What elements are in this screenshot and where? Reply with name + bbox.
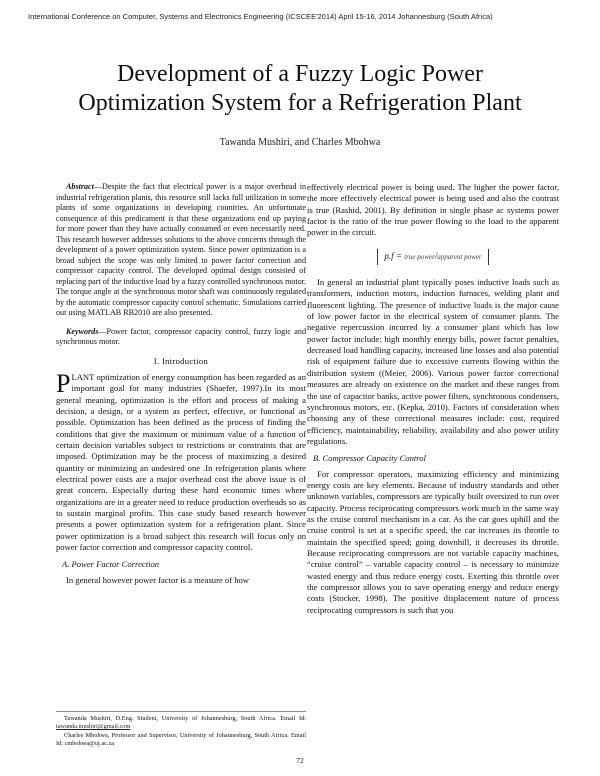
intro-text: LANT optimization of energy consumption has been regarded as an important goal for many industries (Shaefer, 1997).In its most general meaning, optimization is the effort and process of making a decision, a design, or a system as perfect, effective, or functional as possible. Optimization has been defined as the process of finding the conditions that give the maximum or minimum value of a function of certain decision variables subject to restrictions or constraints that are imposed. Optimization may be the process of maximizing a desired quantity or minimizing an undesired one .In refrigeration plants where electrical power costs are a major overhead cost the above issue is of great concern. Especially during these hard economic times where organizations are in a greater need to reduce production overheads so as to sustain marginal profits. This case study based research however presents a power optimization system for a refrigeration plant. Since power optimization is a broad subject this research will focus only on power factor correction and compressor capacity control. — [56, 371, 306, 552]
formula-numerator: true power — [404, 252, 435, 261]
abstract — [56, 182, 306, 319]
footnote-author-2: Charles Mbohwa, Professor and Supervisor, University of Johannesburg, South Africa. Email Id: cmbohwa@uj.ac.za — [56, 731, 306, 747]
formula-box: p.f = true power/apparent power — [377, 249, 488, 265]
compressor-paragraph: For compressor operators, maximizing efficiency and minimizing energy costs are key elements. Because of industry standards and other unknown variables, compressors are typically built oversized to run over capacity. Process reciprocating compressors work much in the same way as the cruise control mechanism in a car. As the car goes uphill and the cruise control is set at a specific speed, the car increases its throttle to maintain the specified speed; going downhill, it decreases its throttle. Because reciprocating compressors are not variable capacity machines, “cruise control” – variable capacity control – is necessary to minimize wasted energy and thus reduce energy costs. Exerting this throttle over the compressor allows you to save operating energy and reduce energy costs (Stocker, 1998). The positive displacement nature of process reciprocating compressors is such that you — [307, 468, 559, 615]
subsection-heading-power-factor: A. Power Factor Correction — [62, 559, 160, 570]
conference-header: International Conference on Computer, Systems and Electronics Engineering (ICSCEE'2014) April 15-16, 2014 Johannesburg (South Africa) — [28, 12, 493, 21]
left-column — [56, 182, 306, 588]
paper-title — [40, 60, 560, 118]
title-line-1: Development of a Fuzzy Logic Power — [117, 61, 483, 87]
power-factor-formula — [307, 249, 559, 265]
abstract-label: Abstract — [66, 182, 94, 191]
abstract-text: —Despite the fact that electrical power is a major overhead in industrial refrigeration plants, this resource still lacks full utilization in some plants of some organizations in developing countries. An unfortunate consequence of this predicament is that these organizations end up paying for more power than they have actually consumed or even necessarily need. This research however addresses solutions to the above concerns through the development of a power optimization system. Since power optimization is a broad subject the scope was only limited to power factor correction and compressor capacity control. The developed optimal design consisted of replacing part of the inductive load by a fuzzy controlled synchronous motor. The torque angle at the synchronous motor shaft was continuously regulated by the automatic compressor capacity control schematic. Simulations carried out using MATLAB RB2010 are also presented. — [56, 182, 306, 317]
drop-cap: P — [56, 368, 71, 398]
keywords-text: —Power factor, compressor capacity control, fuzzy logic and synchronous motor. — [56, 326, 306, 346]
intro-paragraph — [56, 368, 306, 554]
formula-lhs: p.f = — [384, 250, 402, 261]
formula-denominator: apparent power — [437, 252, 482, 261]
author-list: Tawanda Mushiri, and Charles Mbohwa — [219, 137, 381, 148]
power-factor-definition: effectively electrical power is being used. The higher the power factor, the more effectively electrical power is being used and also the contrast is true (Rashid, 2001). By definition in single phase ac systems power factor is the ratio of the true power flowing to the load to the apparent power in the circuit. — [307, 182, 559, 238]
footnote-1-text: Tawanda Mushiri, D.Eng. Student, University of Johannesburg, South Africa. Email Id: — [64, 715, 306, 722]
footnote-author-1 — [56, 715, 306, 732]
page-number: 72 — [296, 756, 304, 765]
keywords-label: Keywords — [66, 326, 99, 336]
section-heading-introduction: I. Introduction — [153, 355, 209, 366]
pfc-paragraph: In general however power factor is a measure of how — [66, 574, 250, 585]
keywords — [56, 327, 306, 348]
email-link-1[interactable]: tawanda.mushiri@gmail.com — [56, 723, 131, 731]
footnotes — [56, 711, 306, 748]
inductive-loads-paragraph: In general an industrial plant typically poses inductive loads such as transformers, induction motors, induction furnaces, welding plant and fluorescent lighting. The presence of inductive loads is the major cause of low power factor in the electrical system of consumer plants. The negative repercussion incurred by a consumer plant which has low power factor include: high monthly energy bills, power factor penalties, decreased load handling capacity, increased line losses and also potential risk of equipment failure due to excessive currents flowing within the distribution system ((Meier, 2006). Various power factor correctional measures are already on existence on the market and these ranges from the use of capacitor banks, active power filters, synchronous condensers, synchronous motors, etc. (Kepka, 2010). Factors of consideration when choosing any of these correctional measures include: cost, required efficiency, maintainability, reliability, availability and also power utility regulations. — [307, 277, 559, 446]
title-line-2: Optimization System for a Refrigeration Plant — [78, 90, 522, 116]
subsection-heading-compressor: B. Compressor Capacity Control — [313, 453, 426, 464]
right-column — [307, 182, 559, 618]
